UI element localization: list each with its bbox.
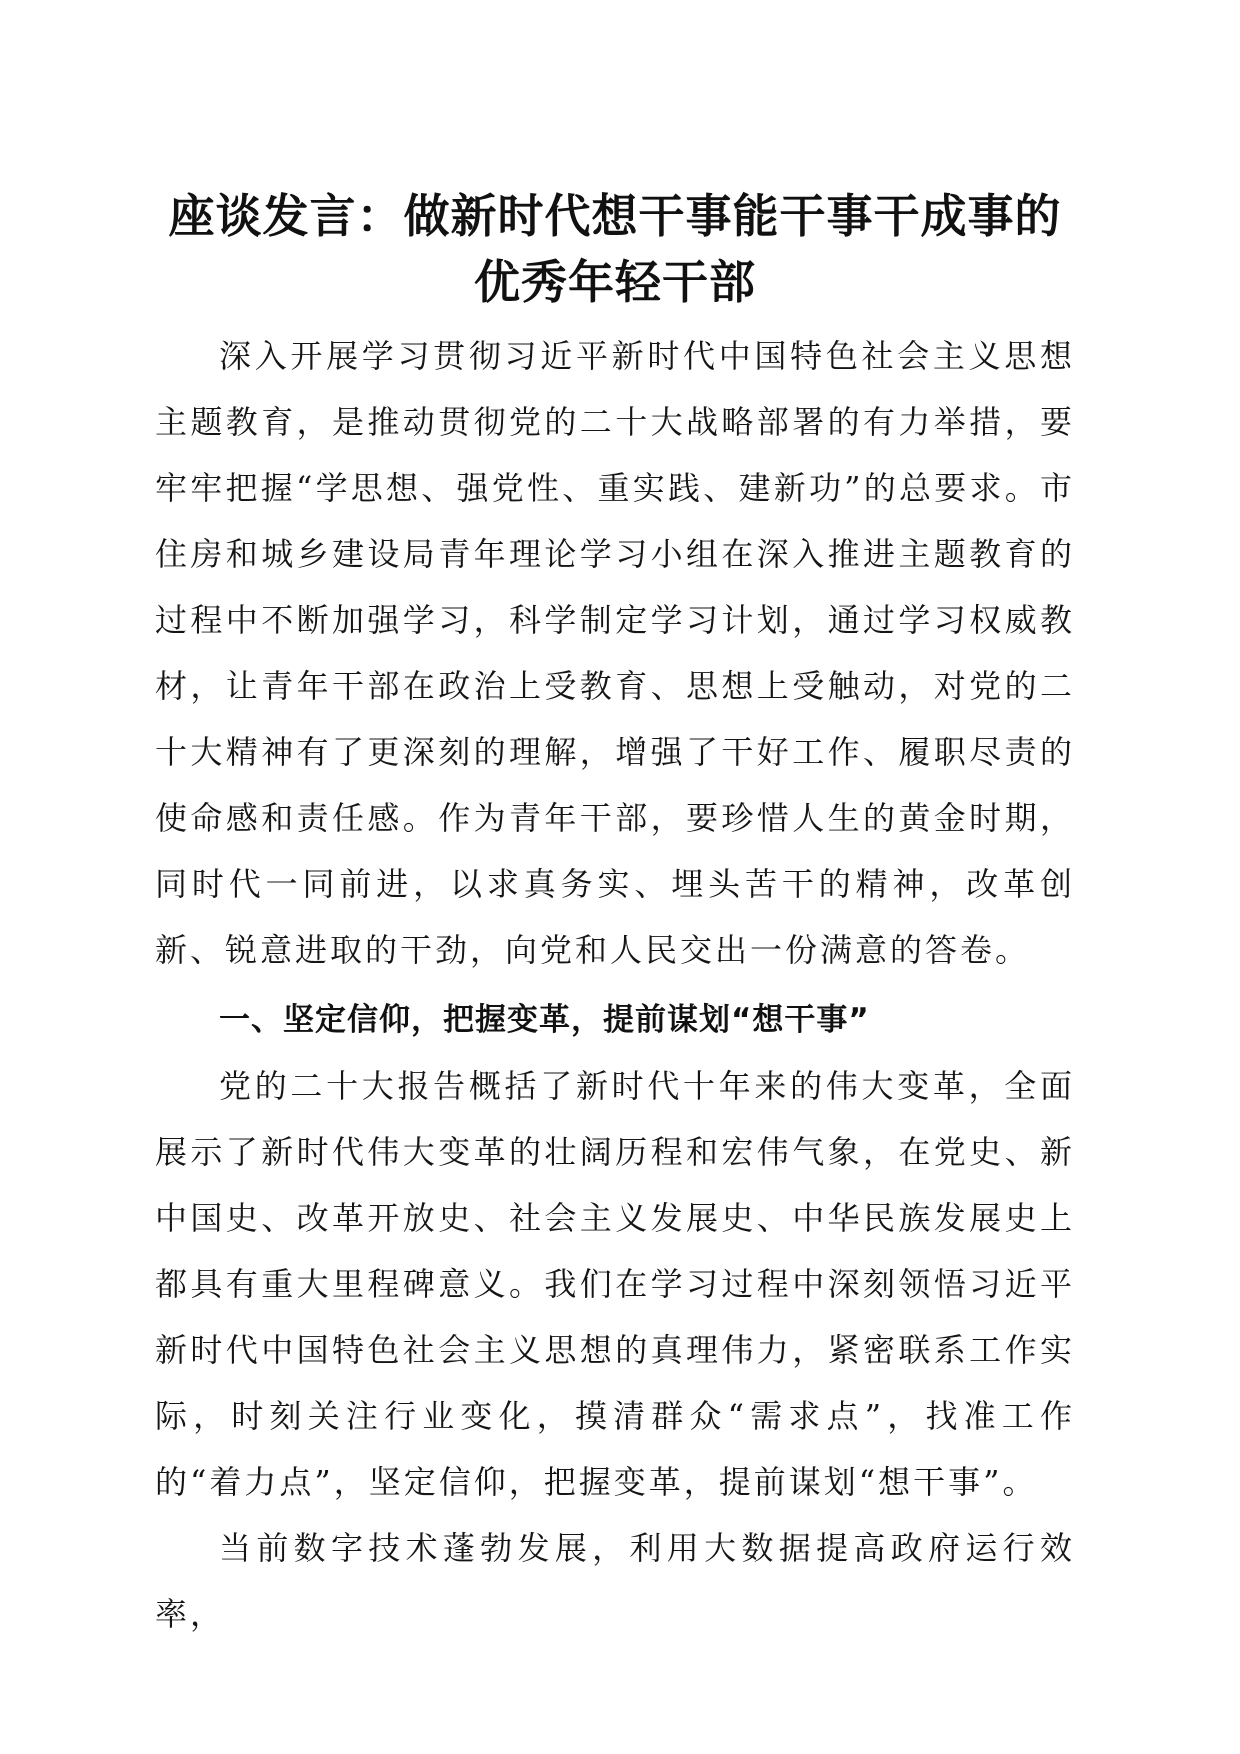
document-body <box>155 183 1075 1647</box>
section-1-paragraph-2: 当前数字技术蓬勃发展，利用大数据提高政府运行效率， <box>155 1529 1075 1633</box>
document-title: 座谈发言：做新时代想干事能干事干成事的优秀年轻干部 <box>168 189 1062 309</box>
section-1-heading: 一、坚定信仰，把握变革，提前谋划“想干事” <box>219 1002 870 1038</box>
section-1-paragraph-1: 党的二十大报告概括了新时代十年来的伟大变革，全面展示了新时代伟大变革的壮阔历程和宏伟气象，在党史、新中国史、改革开放史、社会主义发展史、中华民族发展史上都具有重大里程碑意义。我们在学习过程中深刻领悟习近平新时代中国特色社会主义思想的真理伟力，紧密联系工作实际，时刻关注行业变化，摸清群众“需求点”，找准工作的“着力点”，坚定信仰，把握变革，提前谋划“想干事”。 <box>155 1067 1075 1501</box>
intro-paragraph: 深入开展学习贯彻习近平新时代中国特色社会主义思想主题教育，是推动贯彻党的二十大战略部署的有力举措，要牢牢把握“学思想、强党性、重实践、建新功”的总要求。市住房和城乡建设局青年理论学习小组在深入推进主题教育的过程中不断加强学习，科学制定学习计划，通过学习权威教材，让青年干部在政治上受教育、思想上受触动，对党的二十大精神有了更深刻的理解，增强了干好工作、履职尽责的使命感和责任感。作为青年干部，要珍惜人生的黄金时期，同时代一同前进，以求真务实、埋头苦干的精神，改革创新、锐意进取的干劲，向党和人民交出一份满意的答卷。 <box>155 337 1075 969</box>
